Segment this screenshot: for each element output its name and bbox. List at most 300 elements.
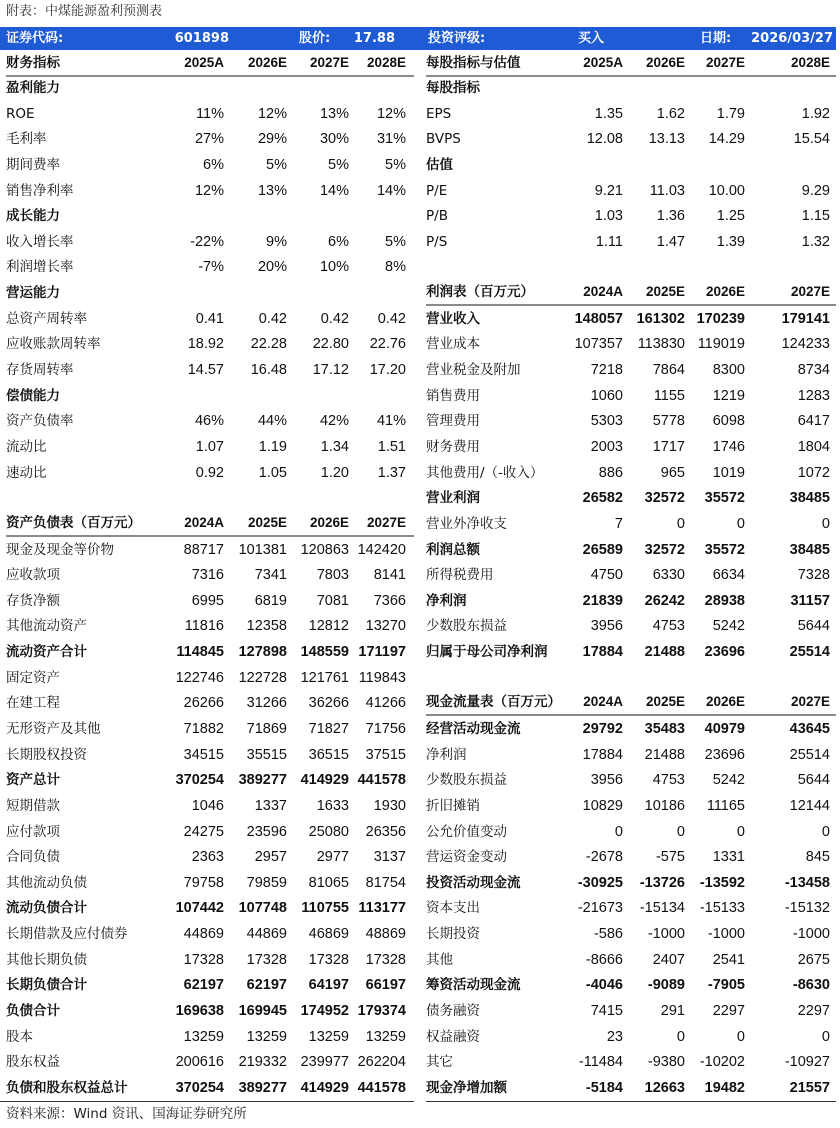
cell-value: 2297: [797, 1003, 830, 1020]
cell-value: 6330: [652, 567, 685, 584]
cell-value: -8630: [792, 977, 830, 994]
cell-value: 389277: [238, 1079, 287, 1096]
cell-value: 441578: [357, 772, 406, 789]
table-row: [426, 307, 836, 333]
cell-value: 171197: [358, 644, 406, 661]
cell-value: 7328: [797, 567, 830, 584]
cell-value: 414929: [300, 1079, 349, 1096]
table-row: [6, 538, 414, 564]
table-row: [6, 102, 414, 128]
table-row: [426, 512, 836, 538]
table-row: [426, 102, 836, 128]
row-label: 收入增长率: [6, 233, 74, 250]
cell-value: 886: [598, 464, 623, 481]
date-label: 日期:: [700, 31, 732, 46]
cell-value: -22%: [190, 233, 224, 250]
row-label: 股本: [6, 1028, 33, 1045]
column-header: 2027E: [309, 55, 349, 70]
cell-value: 7081: [316, 592, 349, 609]
cell-value: 179374: [357, 1003, 406, 1020]
cell-value: 71869: [246, 721, 287, 737]
row-label: 总资产周转率: [6, 310, 87, 327]
cell-value: 17884: [582, 644, 623, 661]
table-row: [6, 845, 414, 871]
cell-value: 23696: [704, 644, 745, 661]
cell-value: 17884: [582, 746, 623, 763]
cell-value: 1.34: [320, 438, 349, 455]
table-row: [426, 743, 836, 769]
cell-value: 1.25: [716, 208, 745, 225]
row-label: BVPS: [426, 131, 461, 148]
table-row: [426, 563, 836, 589]
cell-value: 3956: [590, 618, 623, 635]
cell-value: 1219: [712, 387, 745, 404]
cell-value: 38485: [789, 541, 830, 558]
cell-value: 8300: [712, 362, 745, 379]
cell-value: 0: [736, 515, 745, 532]
cell-value: 107442: [175, 900, 224, 917]
cell-value: 0.42: [377, 310, 406, 327]
table-header-row: [6, 511, 414, 537]
cell-value: 17328: [246, 951, 287, 968]
cell-value: 43645: [789, 721, 830, 737]
cell-value: 1.35: [594, 105, 623, 122]
row-label: 少数股东损益: [426, 772, 507, 789]
row-label: 盈利能力: [6, 80, 60, 96]
cell-value: 1.07: [195, 438, 224, 455]
cell-value: 79758: [183, 874, 224, 891]
row-label: 毛利率: [6, 131, 47, 148]
cell-value: 14.57: [187, 362, 224, 379]
cell-value: 62197: [183, 977, 224, 994]
cell-value: -15133: [699, 900, 745, 917]
cell-value: 4753: [652, 772, 685, 789]
cell-value: 5644: [797, 618, 830, 635]
cell-value: 12144: [789, 797, 830, 814]
cell-value: 13%: [257, 182, 287, 199]
spacer-row: [6, 486, 414, 512]
column-header: 2025E: [645, 694, 685, 710]
table-row: [6, 871, 414, 897]
cell-value: 12%: [194, 182, 224, 199]
row-label: P/S: [426, 233, 448, 250]
cell-value: -5184: [585, 1079, 623, 1096]
cell-value: 1.32: [801, 233, 830, 250]
row-label: 营业收入: [426, 310, 480, 327]
table-row: [6, 127, 414, 153]
row-label: 其他长期负债: [6, 951, 87, 968]
cell-value: -1000: [647, 926, 685, 943]
row-label: 所得税费用: [426, 567, 494, 584]
cell-value: 17328: [365, 951, 406, 968]
row-label: 现金流量表（百万元）: [426, 694, 561, 711]
row-label: 销售净利率: [6, 182, 74, 199]
cell-value: 88717: [183, 541, 224, 558]
table-row: [6, 307, 414, 333]
cell-value: 46%: [194, 413, 224, 430]
cell-value: 17.12: [312, 362, 349, 379]
table-row: [6, 820, 414, 846]
cell-value: 13259: [308, 1028, 349, 1045]
cell-value: 845: [805, 849, 830, 866]
row-label: 合同负债: [6, 849, 60, 866]
row-label: 股东权益: [6, 1054, 60, 1071]
cell-value: 36266: [308, 695, 349, 712]
row-label: 债务融资: [426, 1003, 480, 1020]
table-row: [6, 179, 414, 205]
cell-value: 7415: [590, 1003, 623, 1020]
cell-value: 6098: [712, 413, 745, 430]
cell-value: 41%: [376, 413, 406, 430]
cell-value: 1.37: [377, 464, 406, 481]
table-row: [426, 461, 836, 487]
cell-value: 0: [821, 1028, 830, 1045]
cell-value: -4046: [585, 977, 623, 994]
cell-value: 13259: [246, 1028, 287, 1045]
table-row: [6, 1076, 414, 1102]
code-label: 证券代码:: [6, 31, 64, 46]
cell-value: 291: [660, 1003, 685, 1020]
cell-value: 1.20: [320, 464, 349, 481]
table-row: [6, 1025, 414, 1051]
cell-value: 8141: [373, 567, 406, 584]
table-row: [426, 973, 836, 999]
row-label: 资产负债表（百万元）: [6, 514, 141, 531]
table-row: [6, 230, 414, 256]
cell-value: 2541: [712, 951, 745, 968]
cell-value: 127898: [238, 644, 287, 661]
column-header: 2027E: [705, 55, 745, 70]
cell-value: 25080: [308, 823, 349, 840]
column-header: 2024A: [583, 284, 623, 300]
cell-value: 107357: [574, 336, 623, 353]
row-label: 销售费用: [426, 387, 480, 404]
stock-info-bar: [0, 27, 836, 50]
table-row: [426, 179, 836, 205]
cell-value: 13259: [365, 1028, 406, 1045]
table-row: [6, 640, 414, 666]
cell-value: 2407: [652, 951, 685, 968]
row-label: 公允价值变动: [426, 823, 507, 840]
cell-value: 32572: [644, 541, 685, 558]
cell-value: 9.29: [801, 182, 830, 199]
cell-value: 0.41: [195, 310, 224, 327]
cell-value: 42%: [319, 413, 349, 430]
cell-value: 107748: [238, 900, 287, 917]
table-row: [426, 1025, 836, 1051]
table-row: [6, 948, 414, 974]
cell-value: 1283: [797, 387, 830, 404]
section-title-row: [426, 153, 836, 179]
table-title: 附表：中煤能源盈利预测表: [6, 4, 163, 19]
cell-value: 5303: [590, 413, 623, 430]
table-row: [6, 973, 414, 999]
table-row: [6, 409, 414, 435]
cell-value: 0: [736, 1028, 745, 1045]
table-row: [6, 922, 414, 948]
table-row: [426, 614, 836, 640]
cell-value: -21673: [577, 900, 623, 917]
row-label: 应收款项: [6, 567, 60, 584]
table-row: [426, 820, 836, 846]
cell-value: 79859: [246, 874, 287, 891]
row-label: 筹资活动现金流: [426, 977, 521, 994]
row-label: 其他: [426, 951, 453, 968]
table-row: [426, 999, 836, 1025]
column-header: 2026E: [705, 694, 745, 710]
row-label: 少数股东损益: [426, 618, 507, 635]
cell-value: -586: [593, 926, 623, 943]
cell-value: 1331: [712, 849, 745, 866]
cell-value: 170239: [696, 310, 745, 327]
row-label: 权益融资: [426, 1028, 480, 1045]
row-label: 净利润: [426, 592, 467, 609]
table-row: [426, 358, 836, 384]
cell-value: 1046: [191, 797, 224, 814]
cell-value: 1746: [712, 438, 745, 455]
cell-value: -9089: [647, 977, 685, 994]
table-row: [426, 384, 836, 410]
cell-value: -11484: [578, 1054, 623, 1071]
column-header: 2028E: [790, 55, 830, 70]
cell-value: 121761: [300, 669, 349, 686]
table-row: [426, 204, 836, 230]
cell-value: 124233: [781, 336, 830, 353]
cell-value: 8%: [385, 259, 406, 276]
rating-value: 买入: [578, 31, 605, 46]
cell-value: 174952: [300, 1003, 349, 1020]
cell-value: 1.11: [595, 233, 623, 250]
cell-value: 5%: [385, 156, 406, 173]
row-label: 营运资金变动: [426, 849, 507, 866]
cell-value: 5%: [328, 156, 349, 173]
row-label: 资产负债率: [6, 413, 74, 430]
row-label: 其它: [426, 1054, 453, 1071]
row-label: 其他费用/（-收入）: [426, 464, 544, 481]
row-label: 每股指标与估值: [426, 55, 521, 71]
cell-value: 414929: [300, 772, 349, 789]
table-row: [426, 768, 836, 794]
cell-value: 22.80: [312, 336, 349, 353]
table-row: [426, 538, 836, 564]
cell-value: 21839: [582, 592, 623, 609]
cell-value: 71756: [365, 721, 406, 737]
row-label: 财务费用: [426, 438, 480, 455]
cell-value: 7341: [254, 567, 287, 584]
source-note: 资料来源：Wind 资讯、国海证券研究所: [6, 1106, 247, 1122]
column-header: 2027E: [790, 284, 830, 300]
table-row: [6, 332, 414, 358]
cell-value: 2363: [191, 849, 224, 866]
cell-value: 12663: [644, 1079, 685, 1096]
cell-value: 15.54: [793, 131, 830, 148]
cell-value: 36515: [308, 746, 349, 763]
cell-value: 66197: [365, 977, 406, 994]
table-row: [426, 230, 836, 256]
row-label: 短期借款: [6, 797, 60, 814]
row-label: 负债和股东权益总计: [6, 1079, 128, 1096]
cell-value: -13592: [699, 874, 745, 891]
table-row: [426, 640, 836, 666]
table-row: [426, 717, 836, 743]
cell-value: 7803: [316, 567, 349, 584]
table-row: [6, 153, 414, 179]
row-label: 无形资产及其他: [6, 721, 101, 737]
cell-value: -15134: [639, 900, 685, 917]
cell-value: 5242: [712, 772, 745, 789]
cell-value: 3137: [373, 849, 406, 866]
column-header: 2025A: [184, 55, 224, 70]
cell-value: 20%: [257, 259, 287, 276]
cell-value: 7864: [652, 362, 685, 379]
row-label: 其他流动资产: [6, 618, 87, 635]
row-label: 在建工程: [6, 695, 60, 712]
cell-value: 0: [676, 1028, 685, 1045]
cell-value: 19482: [704, 1079, 745, 1096]
table-header-row: [426, 51, 836, 77]
row-label: 利润增长率: [6, 259, 74, 276]
cell-value: 41266: [365, 695, 406, 712]
stock-code: 601898: [174, 31, 229, 46]
cell-value: -2678: [585, 849, 623, 866]
cell-value: 38485: [789, 490, 830, 507]
cell-value: 10%: [319, 259, 349, 276]
table-row: [6, 743, 414, 769]
table-row: [426, 486, 836, 512]
section-title-row: [6, 204, 414, 230]
section-title-row: [6, 76, 414, 102]
cell-value: 12358: [246, 618, 287, 635]
column-header: 2026E: [705, 284, 745, 300]
row-label: 营业成本: [426, 336, 480, 353]
cell-value: 119019: [697, 336, 745, 353]
table-row: [426, 332, 836, 358]
table-row: [6, 999, 414, 1025]
cell-value: 10186: [644, 797, 685, 814]
cell-value: 0: [821, 515, 830, 532]
table-row: [426, 409, 836, 435]
table-row: [6, 717, 414, 743]
cell-value: -30925: [577, 874, 623, 891]
cell-value: -7%: [198, 259, 224, 276]
table-row: [426, 1076, 836, 1102]
date-value: 2026/03/27: [751, 31, 833, 46]
cell-value: 1155: [653, 387, 685, 404]
cell-value: 26589: [582, 541, 623, 558]
table-header-row: [426, 280, 836, 306]
cell-value: 142420: [357, 541, 406, 558]
cell-value: 120863: [300, 541, 349, 558]
table-row: [6, 794, 414, 820]
cell-value: 2003: [590, 438, 623, 455]
cell-value: 219332: [238, 1054, 287, 1071]
column-header: 2026E: [645, 55, 685, 70]
row-label: 经营活动现金流: [426, 721, 521, 737]
table-row: [6, 691, 414, 717]
section-title-row: [6, 281, 414, 307]
bottom-divider: [0, 1101, 414, 1102]
cell-value: 12.08: [586, 131, 623, 148]
cell-value: 1337: [254, 797, 287, 814]
cell-value: 12812: [308, 618, 349, 635]
cell-value: 21488: [644, 746, 685, 763]
table-row: [6, 768, 414, 794]
cell-value: 1060: [590, 387, 623, 404]
row-label: 应付款项: [6, 823, 60, 840]
cell-value: 122728: [238, 669, 287, 686]
cell-value: 44869: [246, 926, 287, 943]
row-label: 资产总计: [6, 772, 60, 789]
cell-value: 101381: [238, 541, 287, 558]
cell-value: 62197: [246, 977, 287, 994]
price-label: 股价:: [299, 31, 331, 46]
cell-value: 1.05: [258, 464, 287, 481]
table-row: [6, 461, 414, 487]
cell-value: -10202: [699, 1054, 745, 1071]
row-label: 长期股权投资: [6, 746, 87, 763]
row-label: ROE: [6, 105, 35, 122]
table-row: [6, 614, 414, 640]
table-row: [426, 845, 836, 871]
rating-label: 投资评级:: [428, 31, 486, 46]
cell-value: -1000: [707, 926, 745, 943]
table-row: [426, 896, 836, 922]
cell-value: 18.92: [187, 336, 224, 353]
cell-value: 35572: [704, 490, 745, 507]
cell-value: 4750: [590, 567, 623, 584]
table-row: [426, 871, 836, 897]
cell-value: -10927: [784, 1054, 830, 1071]
cell-value: 0.92: [195, 464, 224, 481]
table-row: [6, 896, 414, 922]
row-label: 长期负债合计: [6, 977, 87, 994]
row-label: 现金净增加额: [426, 1079, 507, 1096]
cell-value: 8734: [797, 362, 830, 379]
cell-value: 1717: [652, 438, 685, 455]
cell-value: 169638: [175, 1003, 224, 1020]
table-row: [6, 666, 414, 692]
table-row: [426, 435, 836, 461]
cell-value: 1.51: [377, 438, 406, 455]
cell-value: 13%: [319, 105, 349, 122]
cell-value: 35515: [246, 746, 287, 763]
cell-value: 2957: [254, 849, 287, 866]
cell-value: 10.00: [708, 182, 745, 199]
cell-value: 17.20: [369, 362, 406, 379]
cell-value: 21557: [789, 1079, 830, 1096]
row-label: 其他流动负债: [6, 874, 87, 891]
cell-value: 239977: [300, 1054, 349, 1071]
cell-value: 179141: [781, 310, 830, 327]
row-label: 速动比: [6, 464, 47, 481]
cell-value: 13259: [183, 1028, 224, 1045]
row-label: 每股指标: [426, 80, 480, 96]
row-label: 流动资产合计: [6, 644, 87, 661]
row-label: 流动负债合计: [6, 900, 87, 917]
cell-value: 28938: [704, 592, 745, 609]
cell-value: 6819: [254, 592, 287, 609]
cell-value: 9.21: [594, 182, 623, 199]
cell-value: 35483: [644, 721, 685, 737]
cell-value: 262204: [357, 1054, 406, 1071]
row-label: 折旧摊销: [426, 797, 480, 814]
cell-value: 11%: [196, 105, 224, 122]
row-label: 存货净额: [6, 592, 60, 609]
column-header: 2027E: [366, 514, 406, 530]
cell-value: 5778: [652, 413, 685, 430]
table-row: [426, 794, 836, 820]
table-row: [426, 1050, 836, 1076]
